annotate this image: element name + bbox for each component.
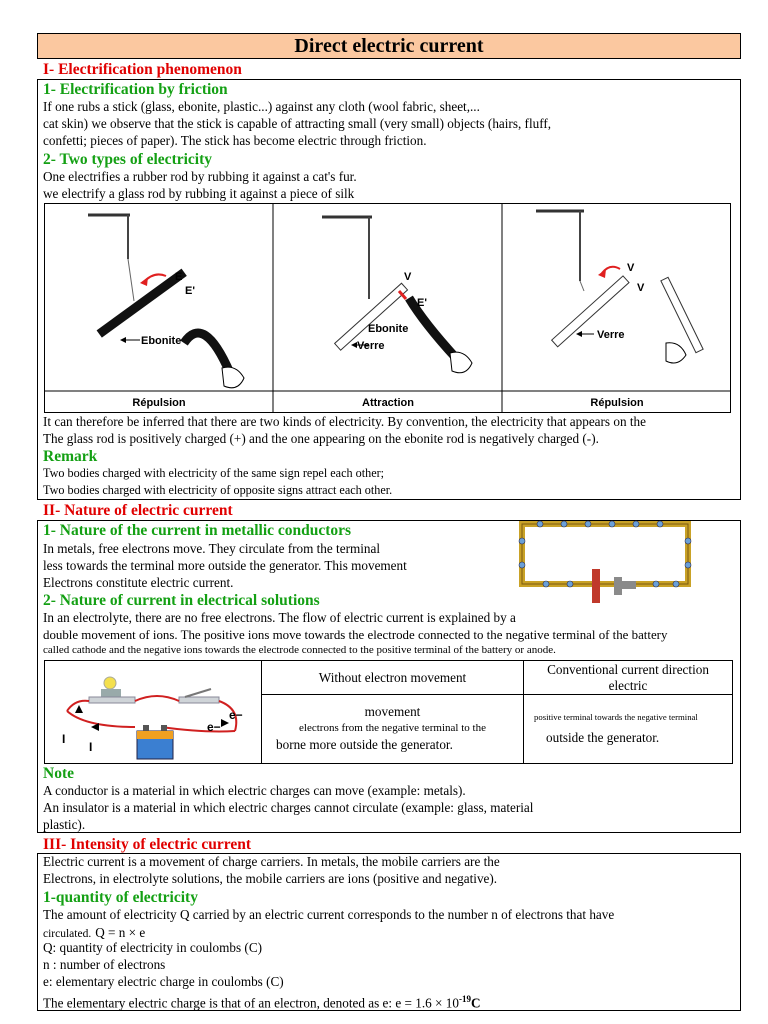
table-header-cell xyxy=(261,660,524,695)
label-v-second: V xyxy=(637,282,645,294)
label-ebonite: Ebonite xyxy=(368,323,409,335)
section-3-heading: III- Intensity of electric current xyxy=(43,836,252,853)
table-cell-line: electrons from the negative terminal to the xyxy=(299,721,486,734)
electrification-figure xyxy=(44,203,731,413)
table-cell-line: movement xyxy=(364,704,421,719)
label-verre: Verre xyxy=(357,340,385,352)
table-cell-line: outside the generator. xyxy=(546,730,660,745)
label-e-prime: E' xyxy=(185,285,195,297)
note-line: An insulator is a material in which electric charges cannot circulate (example: glass, material xyxy=(43,800,534,815)
table-header-conventional-l2: electric xyxy=(608,678,648,693)
label-v: V xyxy=(627,262,635,274)
electrolysis-circuit-svg xyxy=(45,661,261,763)
paragraph-line: Electrons, in electrolyte solutions, the mobile carriers are ions (positive and negative). xyxy=(43,871,498,886)
page-title: Direct electric current xyxy=(37,33,741,59)
label-e-prime: E' xyxy=(417,297,427,309)
subsection-2-2-heading: 2- Nature of current in electrical solutions xyxy=(43,592,320,609)
paragraph-line: One electrifies a rubber rod by rubbing it against a cat's fur. xyxy=(43,169,357,184)
table-image-cell xyxy=(44,660,262,764)
table-body-cell xyxy=(261,694,524,764)
elementary-charge-text: The elementary electric charge is that of an electron, denoted as e: e = 1.6 × 10 xyxy=(43,995,459,1011)
subsection-3-1-heading: 1-quantity of electricity xyxy=(43,889,198,906)
electron-circuit-figure xyxy=(516,519,694,605)
paragraph-line: If one rubs a stick (glass, ebonite, plastic...) against any cloth (wool fabric, sheet,... xyxy=(43,99,480,114)
paragraph-line-small: called cathode and the negative ions towards the electrode connected to the positive terminal of the battery or anode. xyxy=(43,644,556,656)
paragraph-line: double movement of ions. The positive ions move towards the electrode connected to the negative terminal of the battery xyxy=(43,628,668,642)
circuit-svg xyxy=(516,519,694,605)
section-1-heading: I- Electrification phenomenon xyxy=(43,61,242,78)
remark-line: Two bodies charged with electricity of the same sign repel each other; xyxy=(43,466,385,480)
label-current-i: I xyxy=(89,740,93,754)
figure-svg xyxy=(44,203,731,413)
table-header-conventional: Conventional current direction xyxy=(547,662,709,677)
label-electron: e− xyxy=(229,708,243,722)
remark-heading: Remark xyxy=(43,448,98,465)
paragraph-line: cat skin) we observe that the stick is capable of attracting small (very small) objects (hairs, fluff, xyxy=(43,116,552,131)
table-cell-line: borne more outside the generator. xyxy=(276,737,453,752)
note-line: plastic). xyxy=(43,817,86,832)
paragraph-line: The glass rod is positively charged (+) and the one appearing on the ebonite rod is negatively charged (-). xyxy=(43,431,599,446)
table-cell-line: positive terminal towards the negative terminal xyxy=(534,712,698,722)
note-heading: Note xyxy=(43,765,74,782)
section-2-heading: II- Nature of electric current xyxy=(43,502,233,519)
label-e: E xyxy=(175,271,183,283)
paragraph-line: Electrons constitute electric current. xyxy=(43,575,234,590)
paragraph-line: The amount of electricity Q carried by an electric current corresponds to the number n of electrons that have xyxy=(43,907,615,922)
table-header-without-electron: Without electron movement xyxy=(318,670,467,685)
label-v: V xyxy=(404,271,412,283)
table-body-cell xyxy=(523,694,733,764)
unit: C xyxy=(470,995,481,1011)
label-current-i: I xyxy=(62,732,66,746)
exponent: -19 xyxy=(458,994,471,1004)
label-ebonite: Ebonite xyxy=(141,335,182,347)
elementary-charge-line xyxy=(43,991,480,1012)
paragraph-line: Electric current is a movement of charge carriers. In metals, the mobile carriers are the xyxy=(43,854,500,869)
label-electron: e− xyxy=(207,720,221,734)
caption-attraction: Attraction xyxy=(362,397,414,409)
label-verre: Verre xyxy=(597,329,625,341)
subsection-1-1-heading: 1- Electrification by friction xyxy=(43,81,228,98)
remark-line: Two bodies charged with electricity of opposite signs attract each other. xyxy=(43,483,393,497)
definition-line: e: elementary electric charge in coulombs (C) xyxy=(43,974,284,989)
formula-q: Q = n × e xyxy=(95,925,146,940)
bulb-icon xyxy=(104,677,116,689)
switch-icon xyxy=(179,697,219,703)
definition-line: n : number of electrons xyxy=(43,957,166,972)
caption-repulsion: Répulsion xyxy=(590,397,644,409)
subsection-2-1-heading: 1- Nature of the current in metallic conductors xyxy=(43,522,352,539)
table-header-cell xyxy=(523,660,733,695)
definition-line: Q: quantity of electricity in coulombs (C) xyxy=(43,940,263,955)
paragraph-line: less towards the terminal more outside the generator. This movement xyxy=(43,558,407,573)
paragraph-line: confetti; pieces of paper). The stick has become electric through friction. xyxy=(43,133,427,148)
note-line: A conductor is a material in which electric charges can move (example: metals). xyxy=(43,783,466,798)
caption-repulsion: Répulsion xyxy=(132,397,186,409)
subsection-1-2-heading: 2- Two types of electricity xyxy=(43,151,213,168)
paragraph-line: we electrify a glass rod by rubbing it against a piece of silk xyxy=(43,186,355,201)
paragraph-line: In an electrolyte, there are no free electrons. The flow of electric current is explained by a xyxy=(43,610,516,625)
paragraph-line: In metals, free electrons move. They circulate from the terminal xyxy=(43,541,380,556)
paragraph-line: It can therefore be inferred that there are two kinds of electricity. By convention, the electricity that appears on the xyxy=(43,414,646,429)
circulated-text: circulated. xyxy=(43,928,92,940)
